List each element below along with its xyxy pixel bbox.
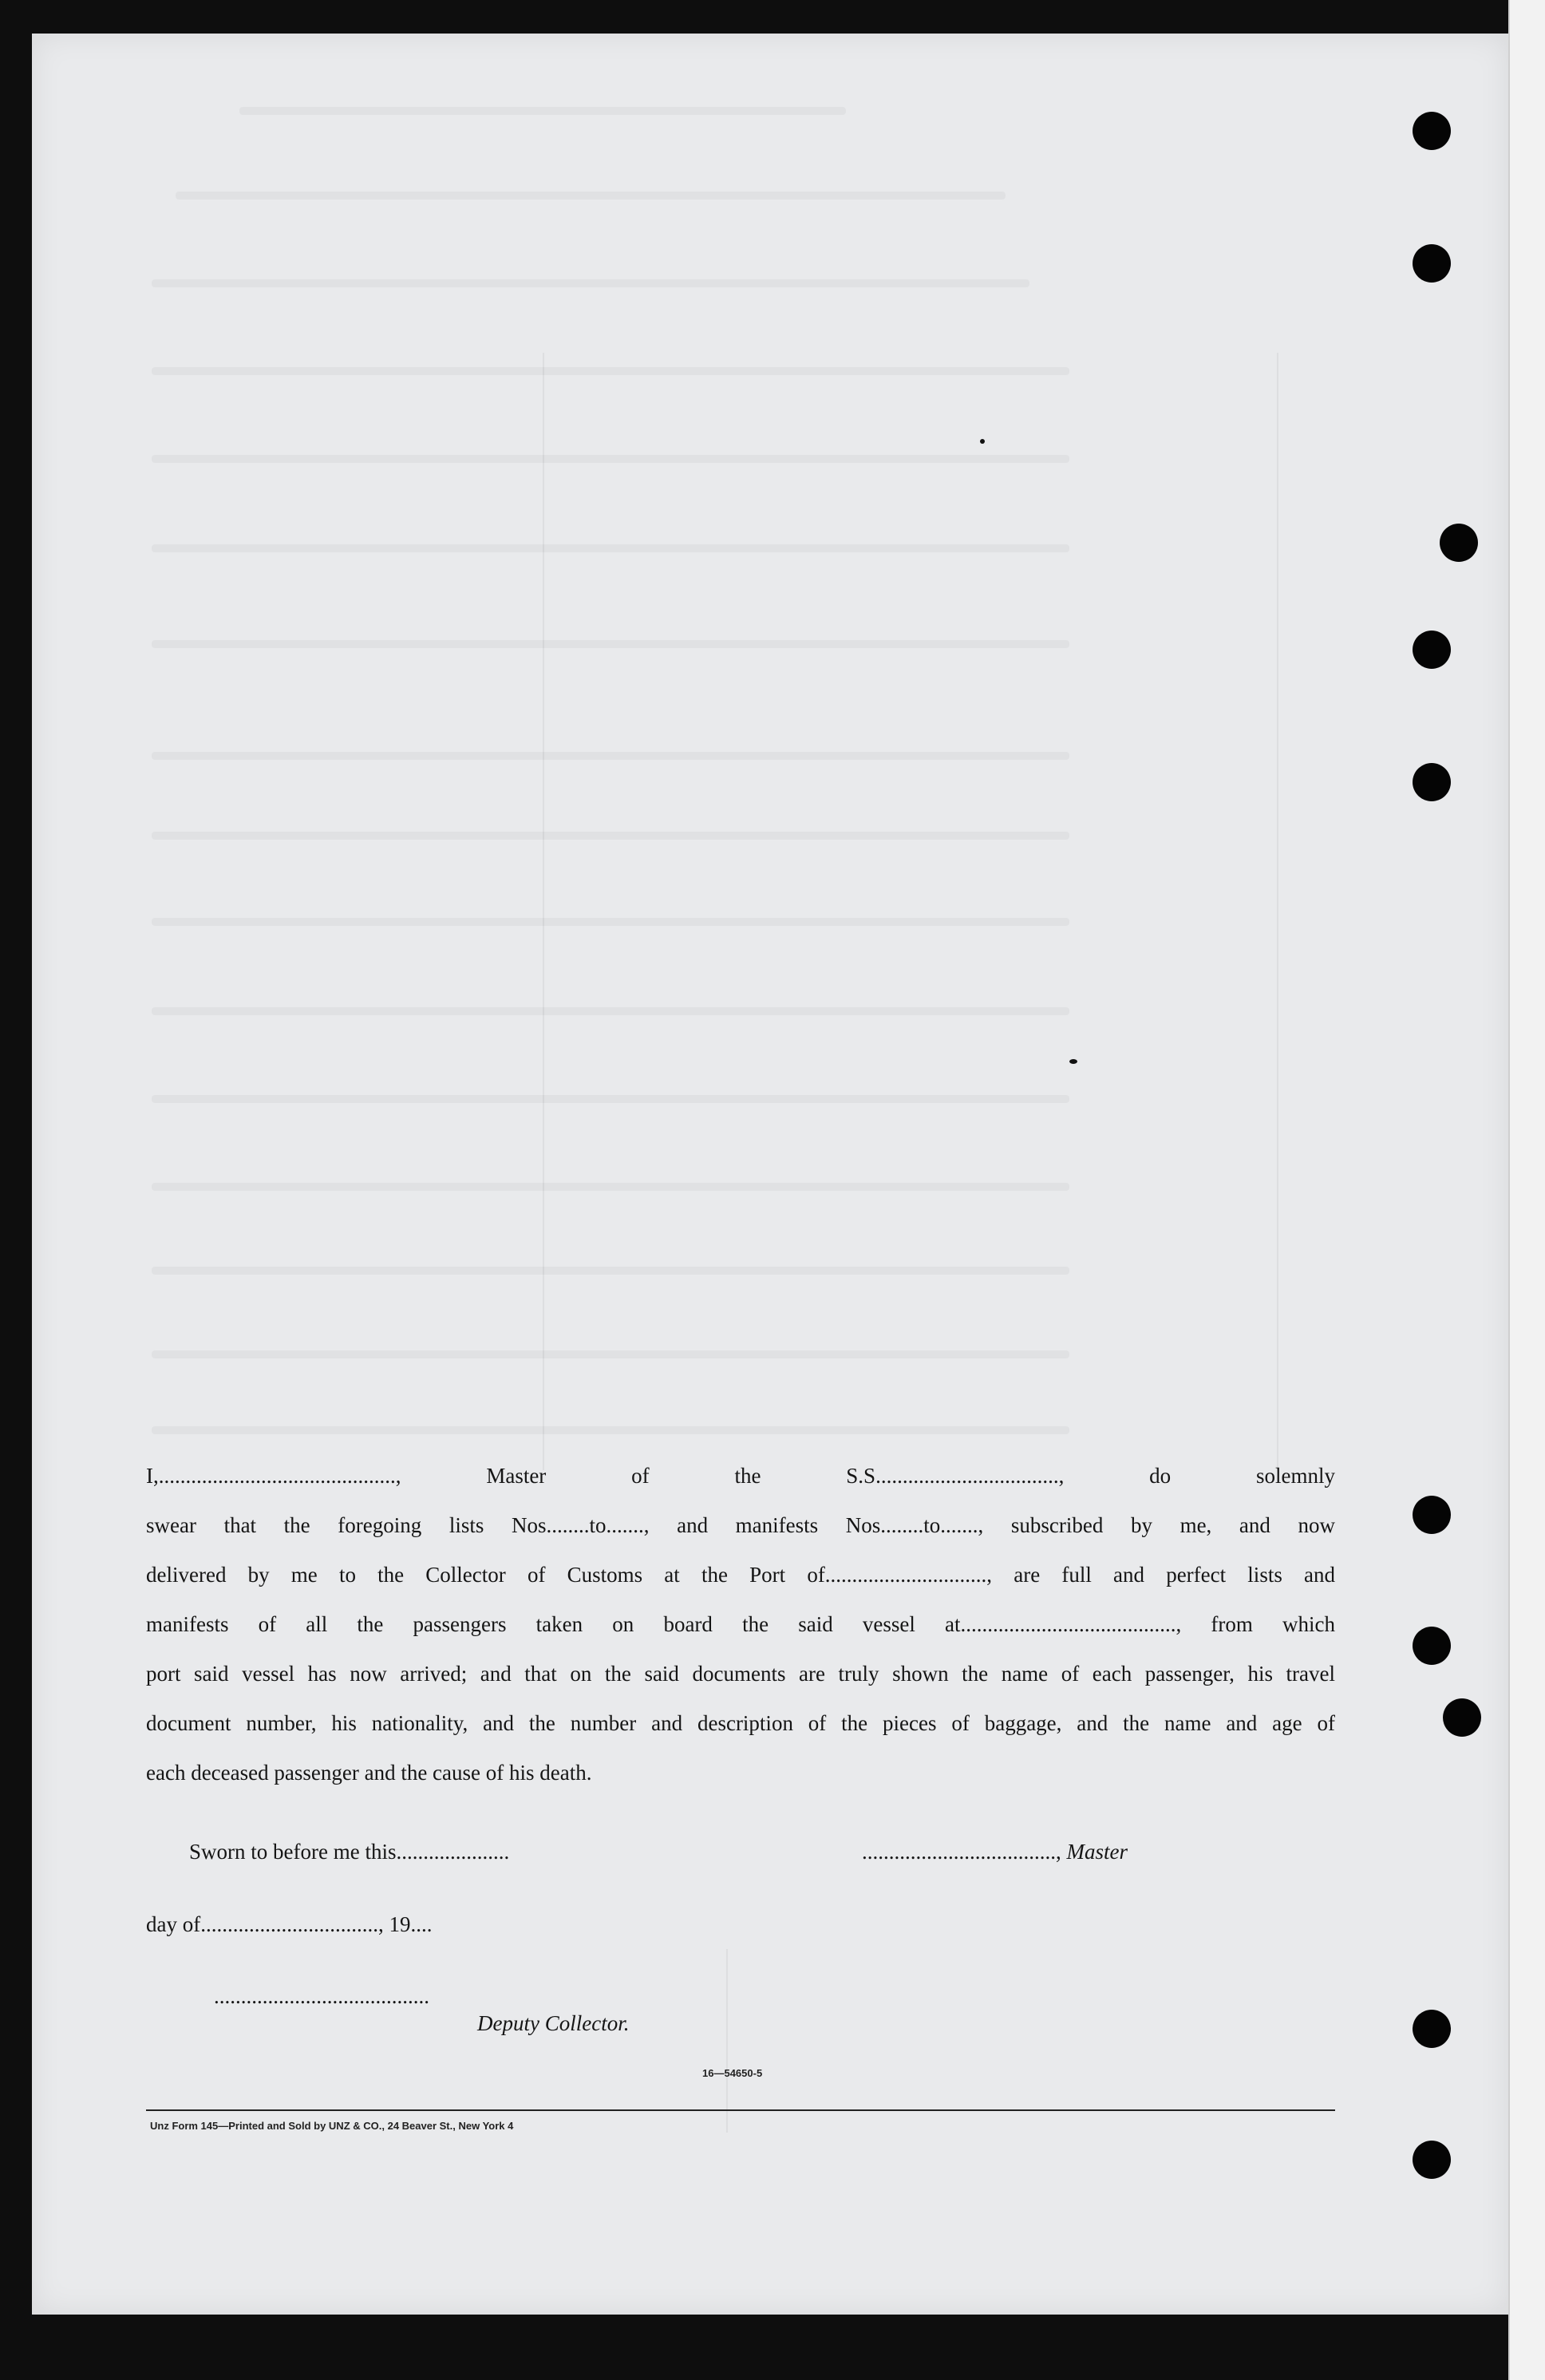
binder-hole xyxy=(1440,524,1478,562)
page-right-edge xyxy=(1508,0,1545,2380)
bleed-through-row xyxy=(152,367,1069,375)
bleed-through-row xyxy=(176,192,1006,200)
oath-line: each deceased passenger and the cause of his death. xyxy=(146,1761,592,1785)
bleed-through-row xyxy=(152,1267,1069,1275)
binder-hole xyxy=(1413,763,1451,801)
bleed-through-row xyxy=(239,107,846,115)
oath-line: swear that the foregoing lists Nos........to......., and manifests Nos........to......., subscribed by me, and now xyxy=(146,1513,1335,1537)
binder-hole xyxy=(1413,1496,1451,1534)
bleed-through-line xyxy=(726,1949,728,2133)
bleed-through-line xyxy=(1277,353,1278,1470)
deputy-collector-label: Deputy Collector. xyxy=(477,2011,630,2035)
bleed-through-line xyxy=(543,353,544,1470)
master-label: Master xyxy=(1066,1840,1128,1864)
bleed-through-row xyxy=(152,1183,1069,1191)
master-signature-dots: ...................................., xyxy=(862,1840,1061,1864)
bleed-through-row xyxy=(152,1350,1069,1358)
oath-line: I,............................................, Master of the S.S.................................., do solemnly xyxy=(146,1464,1335,1488)
binder-hole xyxy=(1413,244,1451,283)
master-oath-paragraph xyxy=(146,1451,1335,1797)
bleed-through-row xyxy=(152,918,1069,926)
binder-hole xyxy=(1413,631,1451,669)
bleed-through-row xyxy=(152,1007,1069,1015)
oath-line: delivered by me to the Collector of Customs at the Port of.............................., are full and perfect lists and xyxy=(146,1563,1335,1587)
oath-line: document number, his nationality, and the number and description of the pieces of baggage, and the name and age of xyxy=(146,1711,1335,1735)
bleed-through-row xyxy=(152,832,1069,840)
oath-line: manifests of all the passengers taken on board the said vessel at........................................, from which xyxy=(146,1612,1335,1636)
form-number: 16—54650-5 xyxy=(702,2067,763,2079)
day-of-line: day of................................., 19.... xyxy=(146,1912,433,1936)
bleed-through-row xyxy=(152,1095,1069,1103)
bleed-through-row xyxy=(152,544,1069,552)
bleed-through-row xyxy=(152,752,1069,760)
footer-rule xyxy=(146,2109,1335,2111)
master-signature-line xyxy=(862,1840,1128,1864)
binder-hole xyxy=(1413,2010,1451,2048)
bleed-through-row xyxy=(152,1426,1069,1434)
binder-hole xyxy=(1413,112,1451,150)
document-page xyxy=(32,34,1508,2315)
deputy-collector-dots: ........................................ xyxy=(214,1984,429,2008)
bleed-through-row xyxy=(152,279,1029,287)
scan-speck xyxy=(1069,1059,1077,1064)
sworn-before-line: Sworn to before me this..................... xyxy=(189,1840,510,1864)
printer-footer: Unz Form 145—Printed and Sold by UNZ & CO., 24 Beaver St., New York 4 xyxy=(150,2120,514,2132)
binder-hole xyxy=(1413,2141,1451,2179)
bleed-through-row xyxy=(152,640,1069,648)
binder-hole xyxy=(1443,1698,1481,1737)
oath-line: port said vessel has now arrived; and that on the said documents are truly shown the name of each passenger, his travel xyxy=(146,1662,1335,1686)
scan-speck xyxy=(980,439,985,444)
bleed-through-row xyxy=(152,455,1069,463)
binder-hole xyxy=(1413,1627,1451,1665)
